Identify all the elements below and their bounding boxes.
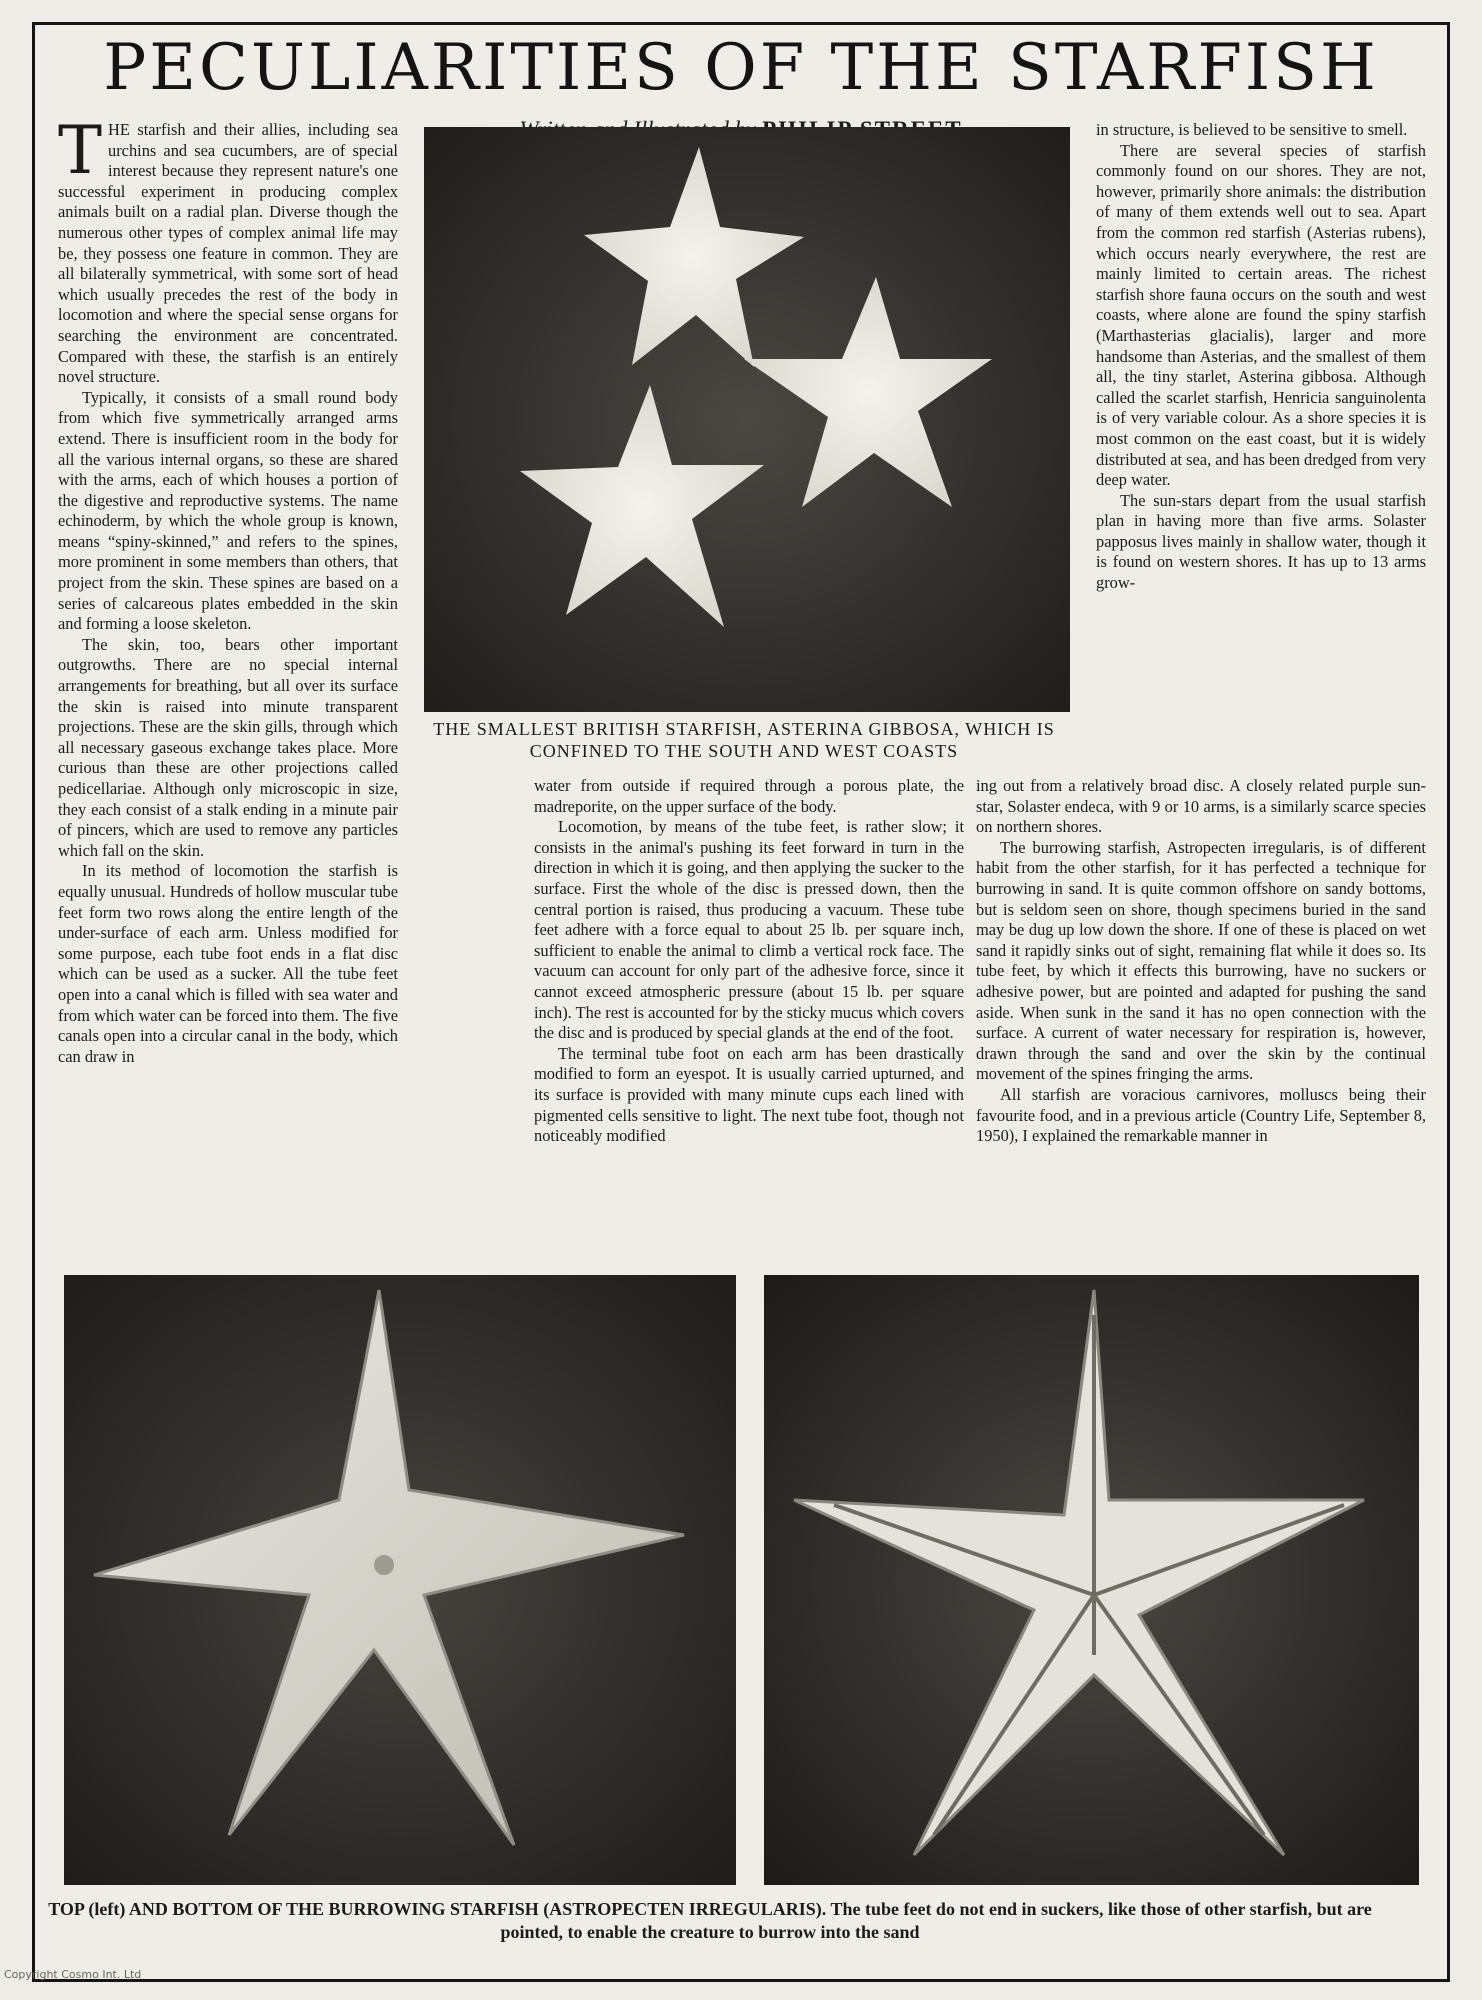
paragraph: THE starfish and their allies, including sea urchins and sea cucumbers, are of special interest because they represent nature's one successful experiment in producing complex animals built on a radial plan. Diverse though the numerous other types of complex animal life may be, they possess one feature in common. They are all bilaterally symmetrical, with some sort of head which usually precedes the rest of the body in locomotion and where the special sense organs for searching the environment are concentrated. Compared with these, the starfish is an entirely novel structure. [58,120,398,387]
paragraph: Locomotion, by means of the tube feet, is rather slow; it consists in the animal's pushing its feet forward in turn in the direction in which it is going, and then applying the sucker to the surface. First the whole of the disc is pressed down, then the central portion is raised, thus producing a vacuum. These tube feet adhere with a force equal to about 25 lb. per square inch, sufficient to enable the animal to climb a vertical rock face. The vacuum can account for only part of the adhesive force, since it cannot exceed atmospheric pressure (about 15 lb. per square inch). The rest is accounted for by the sticky mucus which covers the disc and is produced by special glands at the end of the foot. [534,817,964,1043]
photo-caption-bottom: TOP (left) AND BOTTOM OF THE BURROWING STARFISH (ASTROPECTEN IRREGULARIS). The tube feet do not end in suckers, like those of other starfish, but are pointed, to enable the creature to burrow into the sand [48,1899,1372,1942]
article-column-2 [534,776,964,1236]
paragraph: There are several species of starfish commonly found on our shores. They are not, however, primarily shore animals: the distribution of many of them extends well out to sea. Apart from the common red starfish (Asterias rubens), which occurs nearly everywhere, the rest are mainly limited to certain areas. The richest starfish shore fauna occurs on the south and west coasts, where alone are found the spiny starfish (Marthasterias glacialis), larger and more handsome than Asterias, and the smallest of them all, the tiny starlet, Asterina gibbosa. Although called the scarlet starfish, Henricia sanguinolenta is of very variable colour. As a shore species it is most common on the east coast, but it is widely distributed at sea, and has been dredged from very deep water. [1096,140,1426,490]
paragraph: All starfish are voracious carnivores, molluscs being their favourite food, and in a previous article (Country Life, September 8, 1950), I explained the remarkable manner in [976,1084,1426,1146]
photo-burrowing-starfish-bottom [764,1275,1419,1885]
paragraph: water from outside if required through a porous plate, the madreporite, on the upper surface of the body. [534,776,964,816]
paragraph: The sun-stars depart from the usual starfish plan in having more than five arms. Solaster papposus lives mainly in shallow water, though it is found on western shores. It has up to 13 arms grow- [1096,490,1426,593]
article-column-1 [58,120,398,1205]
paragraph: In its method of locomotion the starfish is equally unusual. Hundreds of hollow muscular tube feet form two rows along the entire length of the under-surface of each arm. Unless modified for some purpose, each tube foot ends in a flat disc which can be used as a sucker. All the tube feet open into a canal which is filled with sea water and from which water can be forced into them. The five canals open into a circular canal in the body, which can draw in [58,861,398,1066]
paragraph: The terminal tube foot on each arm has been drastically modified to form an eyespot. It is usually carried upturned, and its surface is provided with many minute cups each lined with pigmented cells sensitive to light. The next tube foot, though not noticeably modified [534,1043,964,1146]
drop-cap: T [58,120,103,189]
article-column-3 [1096,120,1426,775]
photo-asterina-gibbosa [424,127,1070,712]
starfish-photo-illustration [64,1275,736,1885]
paragraph: in structure, is believed to be sensitive to smell. [1096,120,1408,139]
photo-caption-top: THE SMALLEST BRITISH STARFISH, ASTERINA GIBBOSA, WHICH IS CONFINED TO THE SOUTH AND WEST COASTS [433,719,1055,761]
page-title: PECULIARITIES OF THE STARFISH [103,31,1379,105]
paragraph: The skin, too, bears other important outgrowths. There are no special internal arrangements for breathing, but all over its surface the skin is raised into minute transparent projections. These are the skin gills, through which all necessary gaseous exchange takes place. More curious than these are other projections called pedicellariae. Although only microscopic in size, they each consist of a stalk ending in a minute pair of pincers, which are used to remove any particles which fall on the skin. [58,634,398,860]
starfish-photo-illustration [424,127,1070,712]
copyright-notice: Copyright Cosmo Int. Ltd [4,1968,142,1981]
paragraph: ing out from a relatively broad disc. A closely related purple sun-star, Solaster endeca, with 9 or 10 arms, is a similarly scarce species on northern shores. [976,776,1426,837]
starfish-photo-illustration [764,1275,1419,1885]
photo-burrowing-starfish-top [64,1275,736,1885]
paragraph: Typically, it consists of a small round body from which five symmetrically arranged arms extend. There is insufficient room in the body for all the various internal organs, so these are shared with the arms, each of which houses a portion of the digestive and reproductive systems. The name echinoderm, by which the whole group is known, means “spiny-skinned,” and refers to the spines, more prominent in some members than others, that project from the skin. These spines are based on a series of calcareous plates embedded in the skin and forming a loose skeleton. [58,387,398,634]
article-column-4 [976,776,1426,1236]
paragraph: The burrowing starfish, Astropecten irregularis, is of different habit from the other starfish, for it has perfected a technique for burrowing in sand. It is quite common offshore on sandy bottoms, but is seldom seen on shore, though specimens buried in the sand may be dug up low down the shore. If one of these is placed on wet sand it rapidly sinks out of sight, remaining flat while it does so. Its tube feet, by which it effects this burrowing, have no suckers or adhesive power, but are pointed and adapted for pushing the sand aside. When sunk in the sand it has no open connection with the surface. A current of water necessary for respiration is, however, drawn through the sand and over the skin by the continual movement of the spines fringing the arms. [976,837,1426,1084]
